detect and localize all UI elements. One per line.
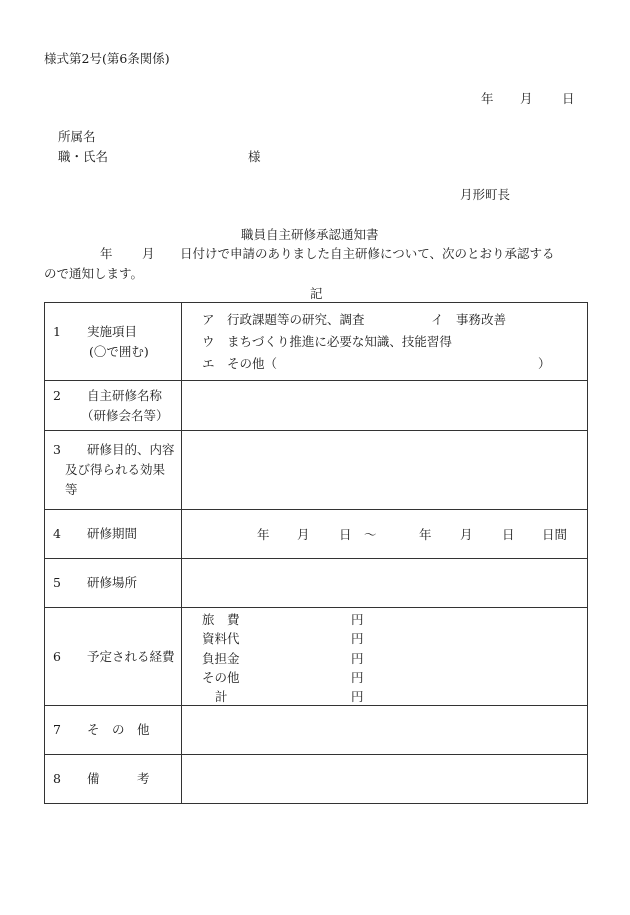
row8-label-cell xyxy=(45,755,182,804)
row-label-line3: 等 xyxy=(65,482,78,497)
body-text-line1: 日付けで申請のありました自主研修について、次のとおり承認する xyxy=(180,246,555,261)
row-number: 3 xyxy=(53,442,61,457)
period-from-month: 月 xyxy=(297,527,310,542)
row-label: 研修期間 xyxy=(87,526,138,541)
expense-unit: 円 xyxy=(351,631,364,646)
expense-name-other: その他 xyxy=(202,670,240,685)
row-label: 研修目的、内容 xyxy=(87,442,175,457)
row7-input-cell[interactable] xyxy=(182,706,588,755)
period-from-year: 年 xyxy=(257,527,270,542)
row1-label-cell xyxy=(45,303,182,381)
option-e-close: ） xyxy=(538,356,551,371)
row-label: 実施項目 xyxy=(87,323,138,339)
option-a[interactable]: ア 行政課題等の研究、調査 xyxy=(202,312,365,327)
expense-unit: 円 xyxy=(351,689,364,704)
ki-marker: 記 xyxy=(310,286,323,301)
row7-label-cell xyxy=(45,706,182,755)
row-label: 研修場所 xyxy=(87,575,138,590)
expense-unit: 円 xyxy=(351,670,364,685)
expense-name-total: 計 xyxy=(215,689,228,704)
period-to-day: 日 xyxy=(502,527,515,542)
row-number: 8 xyxy=(53,771,61,786)
option-e[interactable]: エ その他（ xyxy=(202,356,278,371)
expense-name-fee: 負担金 xyxy=(202,651,240,666)
table-row xyxy=(45,431,588,510)
issuer-name: 月形町長 xyxy=(460,187,511,202)
body-month-label: 月 xyxy=(142,246,155,261)
row6-label-cell xyxy=(45,608,182,706)
row6-expense-cell xyxy=(182,608,588,706)
table-row xyxy=(45,559,588,608)
date-month-label: 月 xyxy=(520,91,533,106)
period-to-year: 年 xyxy=(419,527,432,542)
table-row xyxy=(45,755,588,804)
row-number: 1 xyxy=(53,323,61,339)
row-label: 自主研修名称 xyxy=(87,387,163,403)
option-i[interactable]: イ 事務改善 xyxy=(431,312,507,327)
row4-period-cell[interactable] xyxy=(182,510,588,559)
title-name-label: 職・氏名 xyxy=(58,149,109,164)
row-number: 7 xyxy=(53,722,61,737)
table-row xyxy=(45,706,588,755)
expense-name-materials: 資料代 xyxy=(202,631,240,646)
affiliation-label: 所属名 xyxy=(58,129,96,144)
row-label-line2: 及び得られる効果 xyxy=(65,462,166,477)
date-day-label: 日 xyxy=(562,91,575,106)
row5-input-cell[interactable] xyxy=(182,559,588,608)
row-sublabel: (〇で囲む) xyxy=(89,343,149,359)
row-label: 備 考 xyxy=(87,771,150,786)
row2-input-cell[interactable] xyxy=(182,381,588,431)
body-year-label: 年 xyxy=(100,246,113,261)
honorific-label: 様 xyxy=(248,149,261,164)
row8-input-cell[interactable] xyxy=(182,755,588,804)
expense-unit: 円 xyxy=(351,612,364,627)
period-from-day: 日 xyxy=(339,527,352,542)
form-number: 様式第2号(第6条関係) xyxy=(44,51,170,66)
table-row xyxy=(45,510,588,559)
row3-label-cell xyxy=(45,431,182,510)
row-label: 予定される経費 xyxy=(87,648,175,664)
option-u[interactable]: ウ まちづくり推進に必要な知識、技能習得 xyxy=(202,334,452,349)
row-number: 4 xyxy=(53,526,61,541)
body-text-line2: ので通知します。 xyxy=(44,266,144,281)
table-row xyxy=(45,381,588,431)
row-number: 6 xyxy=(53,648,61,664)
table-row xyxy=(45,303,588,381)
period-days: 日間 xyxy=(542,527,568,542)
row-label: そ の 他 xyxy=(87,722,150,737)
date-year-label: 年 xyxy=(481,91,494,106)
row3-input-cell[interactable] xyxy=(182,431,588,510)
row2-label-cell xyxy=(45,381,182,431)
expense-name-travel: 旅 費 xyxy=(202,612,240,627)
approval-table xyxy=(44,302,588,804)
row4-label-cell xyxy=(45,510,182,559)
row-number: 5 xyxy=(53,575,61,590)
period-tilde: ～ xyxy=(364,527,377,542)
row-number: 2 xyxy=(53,387,61,403)
row-sublabel: （研修会名等） xyxy=(81,407,169,423)
document-title: 職員自主研修承認通知書 xyxy=(241,227,379,242)
row5-label-cell xyxy=(45,559,182,608)
expense-unit: 円 xyxy=(351,651,364,666)
period-to-month: 月 xyxy=(460,527,473,542)
table-row xyxy=(45,608,588,706)
row1-options-cell xyxy=(182,303,588,381)
